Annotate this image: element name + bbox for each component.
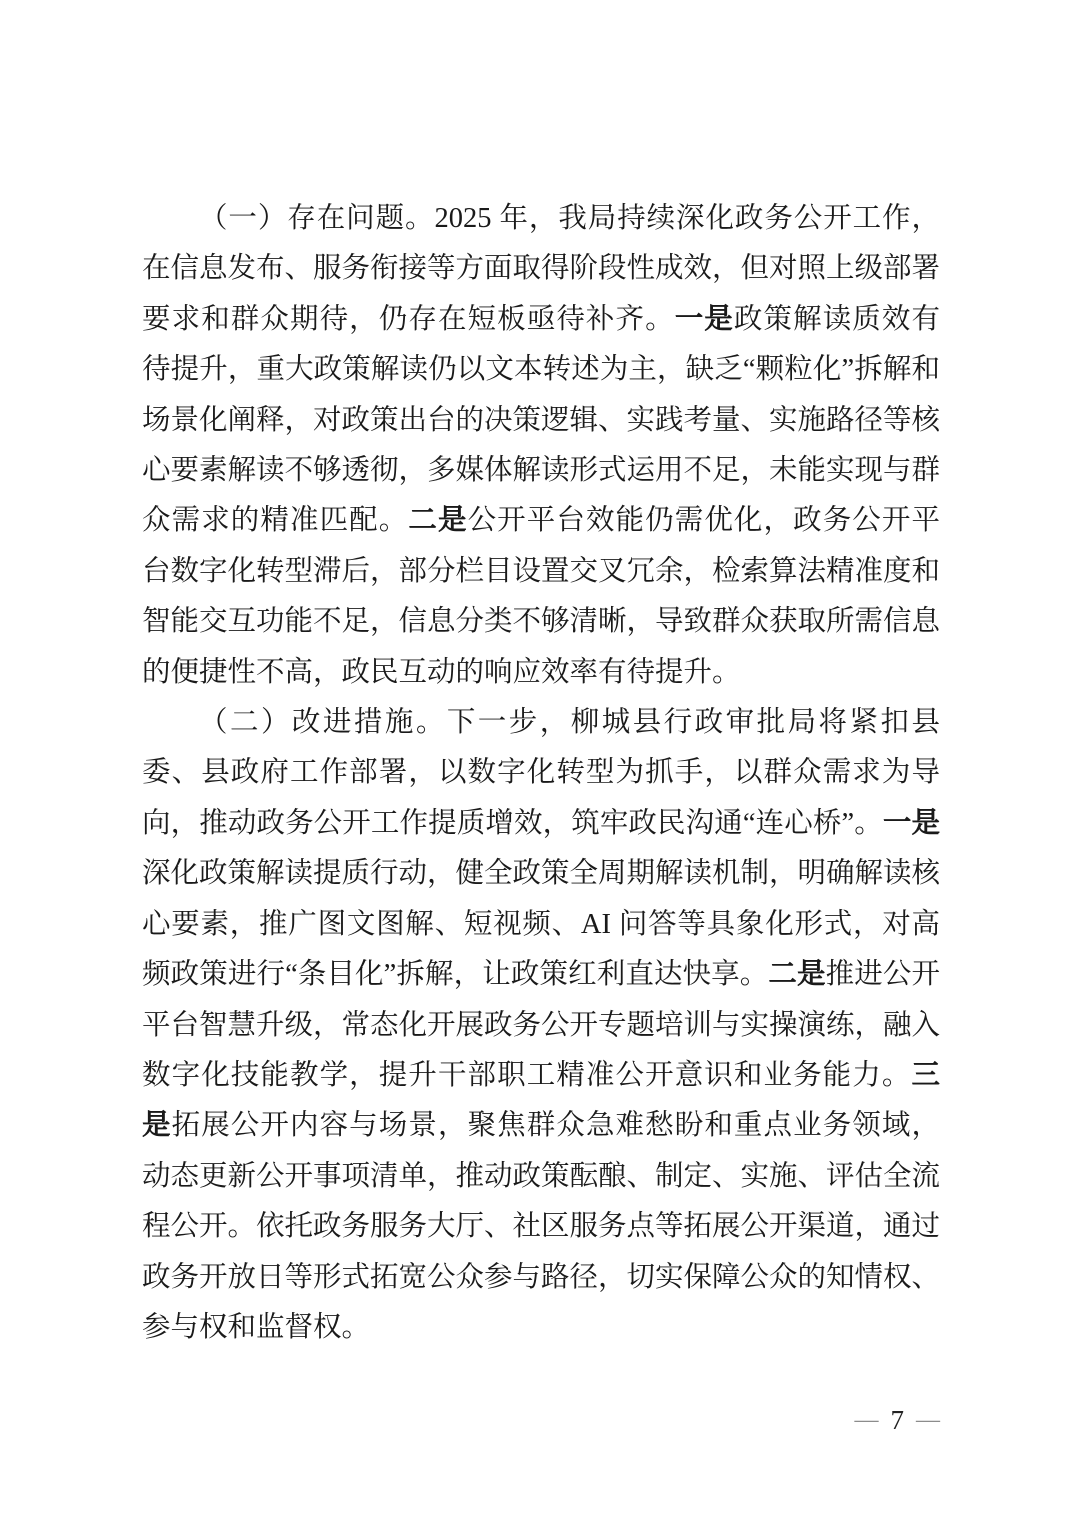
- emphasis-run-first: 一是: [674, 303, 734, 335]
- text-run: 拓展公开内容与场景，聚焦群众急难愁盼和重点业务领域，动态更新公开事项清单，推动政策酝酿、制定、实施、评估全流程公开。依托政务服务大厅、社区服务点等拓展公开渠道，通过政务开放日等形式拓宽公众参与路径，切实保障公众的知情权、参与权和监督权。: [142, 1110, 941, 1343]
- emphasis-run-second: 二是: [408, 505, 468, 537]
- page-number-dash-left: —: [854, 1407, 879, 1433]
- paragraph-existing-problems: [142, 194, 940, 698]
- section-heading-existing-problems: （一）存在问题。: [199, 203, 435, 234]
- section-heading-improvement-measures: （二）改进措施。: [199, 707, 447, 739]
- text-run: 公开平台效能仍需优化，政务公开平台数字化转型滞后，部分栏目设置交叉冗余，检索算法精准度和智能交互功能不足，信息分类不够清晰，导致群众获取所需信息的便捷性不高，政民互动的响应效率有待提升。: [142, 505, 941, 688]
- text-run: 深化政策解读提质行动，健全政策全周期解读机制，明确解读核心要素，推广图文图解、短视频、AI 问答等具象化形式，对高频政策进行“条目化”拆解，让政策红利直达快享。: [142, 858, 941, 991]
- page-number-value: 7: [890, 1405, 904, 1435]
- emphasis-run-third: 三是: [142, 1059, 940, 1142]
- page-number: [855, 1402, 941, 1438]
- document-body: [142, 194, 940, 1353]
- text-run: 推进公开平台智慧升级，常态化开展政务公开专题培训与实操演练，融入数字化技能教学，提升干部职工精准公开意识和业务能力。: [142, 959, 941, 1091]
- emphasis-run-first: 一是: [882, 807, 940, 839]
- text-run: 下一步，柳城县行政审批局将紧扣县委、县政府工作部署，以数字化转型为抓手，以群众需求为导向，推动政务公开工作提质增效，筑牢政民沟通“连心桥”。: [142, 707, 940, 839]
- text-run: 2025 年，我局持续深化政务公开工作，在信息发布、服务衔接等方面取得阶段性成效，但对照上级部署要求和群众期待，仍存在短板亟待补齐。: [142, 203, 941, 335]
- page-number-dash-right: —: [916, 1407, 940, 1433]
- emphasis-run-second: 二是: [768, 959, 826, 991]
- text-run: 政策解读质效有待提升，重大政策解读仍以文本转述为主，缺乏“颗粒化”拆解和场景化阐释，对政策出台的决策逻辑、实践考量、实施路径等核心要素解读不够透彻，多媒体解读形式运用不足，未能实现与群众需求的精准匹配。: [142, 303, 941, 537]
- paragraph-improvement-measures: [142, 698, 940, 1353]
